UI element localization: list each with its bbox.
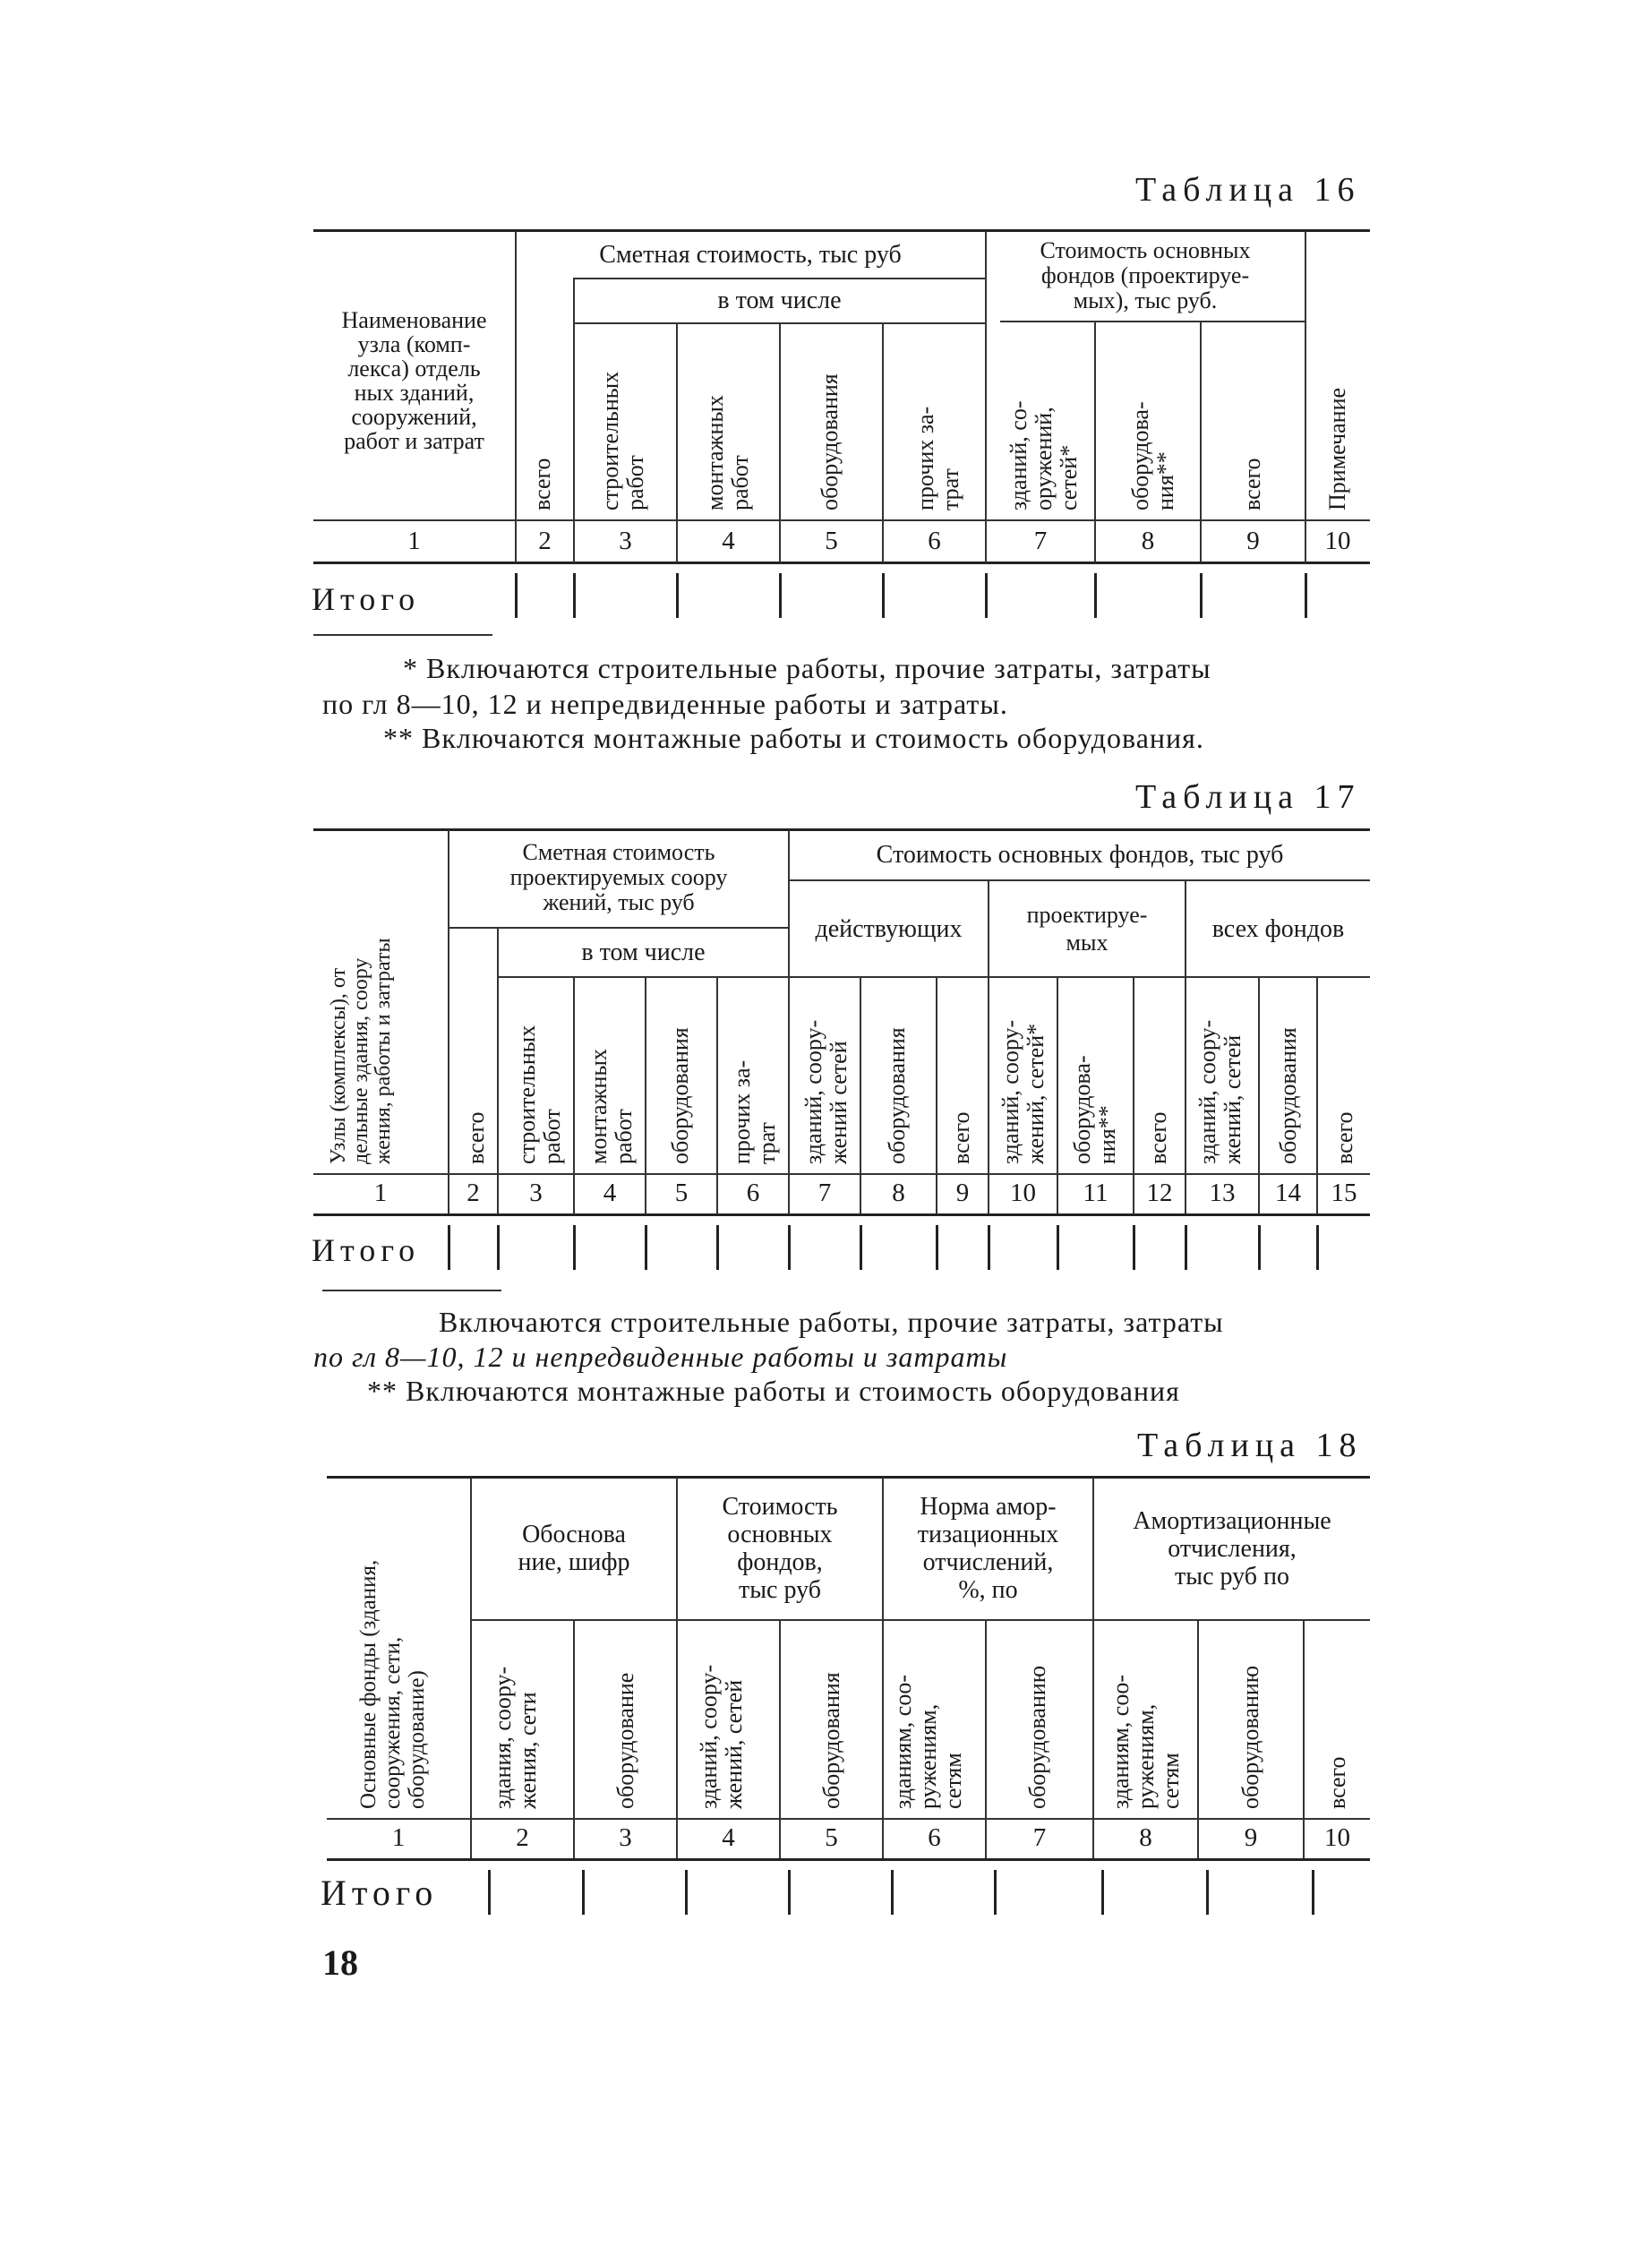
t18-col-assets-buildings: зданий, соору- жений, сетей bbox=[696, 1664, 747, 1809]
t17-colnum: 1 bbox=[373, 1179, 388, 1207]
t16-col-other: прочих за- трат bbox=[912, 406, 963, 510]
t17-col-all-equipment: оборудования bbox=[1275, 1027, 1301, 1164]
t18-colnum: 3 bbox=[619, 1823, 632, 1852]
t17-sub-all: всех фондов bbox=[1211, 914, 1345, 943]
t16-colnum: 4 bbox=[722, 527, 735, 555]
t17-group-estimated-cost: Сметная стоимость проектируемых соору жений, тыс руб bbox=[509, 839, 728, 915]
t16-subgroup-including: в том числе bbox=[717, 286, 842, 314]
t18-total-label: Итого bbox=[321, 1873, 439, 1913]
t17-row-header: Узлы (комплексы), от дельные здания, соору жения, работы и затраты bbox=[327, 938, 395, 1164]
t17-footnote-2: ** Включаются монтажные работы и стоимость оборудования bbox=[367, 1375, 1180, 1407]
t18-col-assets-equipment: оборудования bbox=[818, 1672, 844, 1809]
t17-colnum: 11 bbox=[1083, 1179, 1108, 1207]
t18-colnum: 4 bbox=[722, 1823, 735, 1852]
t16-colnum: 2 bbox=[538, 527, 552, 555]
t17-colnum: 7 bbox=[817, 1179, 832, 1207]
t16-group-estimated-cost: Сметная стоимость, тыс руб bbox=[599, 240, 902, 269]
t18-col-equipment: оборудование bbox=[612, 1672, 638, 1809]
t17-colnum: 15 bbox=[1331, 1179, 1357, 1207]
t17-col-active-buildings: зданий, соору- жений сетей bbox=[800, 1019, 852, 1164]
t18-col-rate-buildings: зданиям, соо- ружениям, сетям bbox=[890, 1674, 966, 1809]
t18-colnum: 8 bbox=[1139, 1823, 1152, 1852]
t16-colnum: 1 bbox=[407, 527, 421, 555]
t17-footnote-1-cont: по гл 8—10, 12 и непредвиденные работы и затраты bbox=[313, 1341, 1008, 1373]
t18-col-buildings: здания, соору- жения, сети bbox=[490, 1666, 541, 1809]
t18-group-depreciation-amount: Амортизационные отчисления, тыс руб по bbox=[1133, 1506, 1331, 1591]
t17-col-total: всего bbox=[463, 1111, 489, 1164]
t16-col-construction: строительных работ bbox=[597, 371, 648, 510]
t17-colnum: 9 bbox=[955, 1179, 970, 1207]
t17-colnum: 3 bbox=[529, 1179, 543, 1207]
t16-colnum: 7 bbox=[1033, 527, 1048, 555]
t18-group-fixed-assets: Стоимость основных фондов, тыс руб bbox=[722, 1493, 838, 1604]
t18-col-amount-equipment: оборудованию bbox=[1237, 1665, 1263, 1809]
t17-colnum: 2 bbox=[466, 1179, 480, 1207]
t16-colnum: 3 bbox=[619, 527, 632, 555]
t17-col-projected-buildings: зданий, соору- жений, сетей* bbox=[997, 1019, 1049, 1164]
t17-col-active-total: всего bbox=[948, 1111, 974, 1164]
t18-row-header: Основные фонды (здания, сооружения, сети, оборудование) bbox=[356, 1559, 429, 1809]
t16-colnum: 6 bbox=[928, 527, 941, 555]
t17-col-projected-equipment: оборудова- ния** bbox=[1069, 1055, 1120, 1164]
t16-colnum: 5 bbox=[825, 527, 838, 555]
t18-colnum: 7 bbox=[1032, 1823, 1047, 1852]
t17-colnum: 8 bbox=[892, 1179, 905, 1207]
t17-colnum: 12 bbox=[1146, 1179, 1173, 1207]
t17-sub-active: действующих bbox=[815, 914, 963, 943]
t17-colnum: 4 bbox=[603, 1179, 617, 1207]
t17-col-projected-total: всего bbox=[1145, 1111, 1171, 1164]
t16-col-installation: монтажных работ bbox=[702, 395, 753, 510]
t18-col-amount-total: всего bbox=[1324, 1756, 1350, 1809]
t16-colnum: 8 bbox=[1141, 527, 1155, 555]
t18-col-amount-buildings: зданиям, соо- ружениям, сетям bbox=[1108, 1674, 1184, 1809]
t17-colnum: 5 bbox=[674, 1179, 689, 1207]
t17-total-label: Итого bbox=[312, 1232, 421, 1268]
t16-group-fixed-assets: Стоимость основных фондов (проектируе- мых), тыс руб. bbox=[1040, 237, 1251, 313]
t17-colnum: 6 bbox=[746, 1179, 760, 1207]
t18-colnum: 10 bbox=[1324, 1823, 1350, 1852]
t18-colnum: 5 bbox=[825, 1823, 838, 1852]
t16-col-equipment: оборудования bbox=[817, 373, 843, 510]
t17-col-equipment: оборудования bbox=[667, 1027, 693, 1164]
t17-col-installation: монтажных работ bbox=[586, 1049, 637, 1164]
t16-col-notes: Примечание bbox=[1324, 387, 1350, 510]
page-number: 18 bbox=[322, 1942, 358, 1983]
t17-col-active-equipment: оборудования bbox=[884, 1027, 910, 1164]
t18-group-depreciation-rate: Норма амор- тизационных отчислений, %, по bbox=[917, 1493, 1059, 1604]
t18-colnum: 9 bbox=[1244, 1823, 1258, 1852]
t16-footnote-2: ** Включаются монтажные работы и стоимость оборудования. bbox=[383, 722, 1204, 754]
t18-colnum: 6 bbox=[928, 1823, 941, 1852]
t16-colnum: 10 bbox=[1324, 527, 1351, 555]
t17-subgroup-including: в том числе bbox=[581, 939, 706, 966]
t16-colnum: 9 bbox=[1246, 527, 1260, 555]
table-18-title: Таблица 18 bbox=[1137, 1427, 1363, 1464]
t17-colnum: 13 bbox=[1209, 1179, 1236, 1207]
t17-col-all-buildings: зданий, соору- жений, сетей bbox=[1194, 1019, 1245, 1164]
t17-col-construction: строительных работ bbox=[514, 1025, 565, 1164]
t16-col-equipment-projected: оборудова- ния** bbox=[1127, 401, 1178, 510]
t18-colnum: 2 bbox=[516, 1823, 529, 1852]
t17-colnum: 10 bbox=[1010, 1179, 1036, 1207]
t16-total-label: Итого bbox=[312, 581, 421, 617]
t17-sub-projected: проектируе- мых bbox=[1026, 902, 1148, 956]
table-16-title: Таблица 16 bbox=[1135, 171, 1361, 209]
t17-col-all-total: всего bbox=[1331, 1111, 1357, 1164]
t18-col-rate-equipment: оборудованию bbox=[1024, 1665, 1050, 1809]
t16-footnote-1-cont: по гл 8—10, 12 и непредвиденные работы и затраты. bbox=[322, 688, 1008, 720]
t18-group-justification: Обоснова ние, шифр bbox=[518, 1521, 630, 1576]
t17-group-fixed-assets: Стоимость основных фондов, тыс руб bbox=[876, 841, 1284, 869]
t18-colnum: 1 bbox=[391, 1823, 406, 1852]
t17-footnote-1: Включаются строительные работы, прочие затраты, затраты bbox=[439, 1306, 1224, 1338]
t16-col-total: всего bbox=[529, 458, 555, 510]
t16-footnote-1: * Включаются строительные работы, прочие затраты, затраты bbox=[403, 652, 1211, 684]
t16-col-buildings: зданий, со- оружений, сетей* bbox=[1006, 400, 1082, 510]
t17-col-other: прочих за- трат bbox=[729, 1059, 780, 1164]
table-17-title: Таблица 17 bbox=[1135, 778, 1361, 816]
t16-row-header: Наименование узла (комп- лекса) отдель ных зданий, сооружений, работ и затрат bbox=[341, 307, 487, 454]
t17-colnum: 14 bbox=[1275, 1179, 1301, 1207]
t16-col-total-projected: всего bbox=[1239, 458, 1265, 510]
